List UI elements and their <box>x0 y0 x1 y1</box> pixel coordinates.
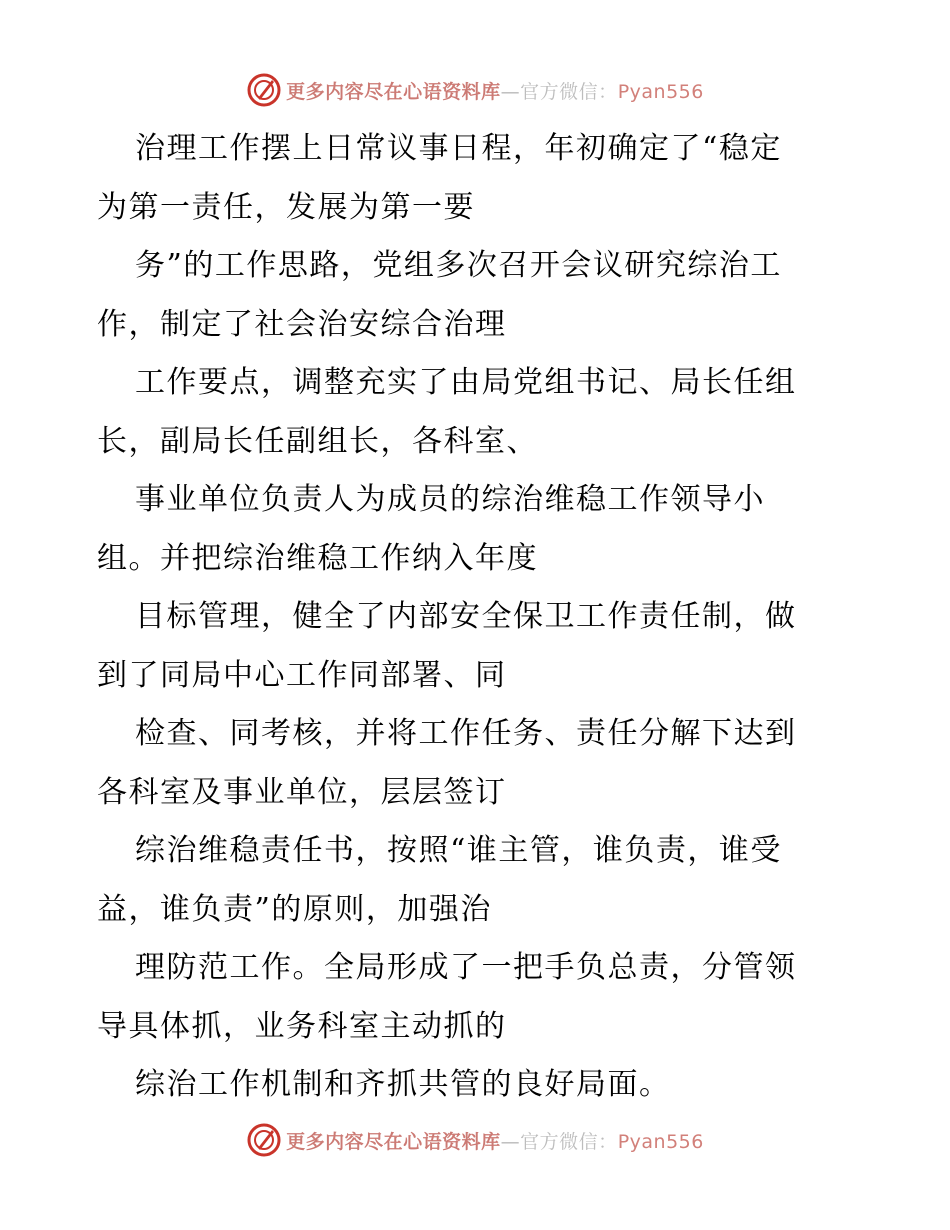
footer-watermark <box>0 1120 950 1160</box>
text-line: 检查、同考核，并将工作任务、责任分解下达到 <box>135 716 797 751</box>
text-line: 到了同局中心工作同部署、同 <box>97 657 507 693</box>
logo-icon <box>246 72 282 108</box>
text-line: 理防范工作。全局形成了一把手负总责，分管领 <box>135 950 797 985</box>
watermark-wechat-id: Pyan556 <box>617 1130 704 1153</box>
text-line: 事业单位负责人为成员的综治维稳工作领导小 <box>135 482 765 517</box>
document-body <box>97 120 857 1115</box>
text-line: 目标管理，健全了内部安全保卫工作责任制，做 <box>135 599 797 634</box>
text-line: 组。并把综治维稳工作纳入年度 <box>97 540 538 576</box>
text-line: 作，制定了社会治安综合治理 <box>97 306 507 342</box>
watermark-separator: — <box>500 80 521 103</box>
header-watermark <box>0 70 950 110</box>
text-line: 长，副局长任副组长，各科室、 <box>97 423 538 459</box>
text-line: 为第一责任，发展为第一要 <box>97 189 475 225</box>
watermark-main: 更多内容尽在心语资料库 <box>286 1130 501 1153</box>
text-line: 导具体抓，业务科室主动抓的 <box>97 1008 507 1044</box>
watermark-text <box>286 77 704 104</box>
text-line: 工作要点，调整充实了由局党组书记、局长任组 <box>135 365 797 400</box>
watermark-separator: — <box>500 1130 521 1153</box>
text-line: 综治维稳责任书，按照“谁主管，谁负责，谁受 <box>135 833 782 868</box>
watermark-text <box>286 1127 704 1154</box>
text-line: 治理工作摆上日常议事日程，年初确定了“稳定 <box>135 131 782 166</box>
watermark-wechat-label: 官方微信： <box>520 1130 618 1153</box>
watermark-main: 更多内容尽在心语资料库 <box>286 80 501 103</box>
logo-icon <box>246 1122 282 1158</box>
text-line: 各科室及事业单位，层层签订 <box>97 774 507 810</box>
watermark-wechat-id: Pyan556 <box>617 80 704 103</box>
watermark-wechat-label: 官方微信： <box>520 80 618 103</box>
text-line: 益，谁负责”的原则，加强治 <box>97 891 492 927</box>
text-line: 务”的工作思路，党组多次召开会议研究综治工 <box>135 248 782 283</box>
text-line: 综治工作机制和齐抓共管的良好局面。 <box>135 1067 671 1102</box>
